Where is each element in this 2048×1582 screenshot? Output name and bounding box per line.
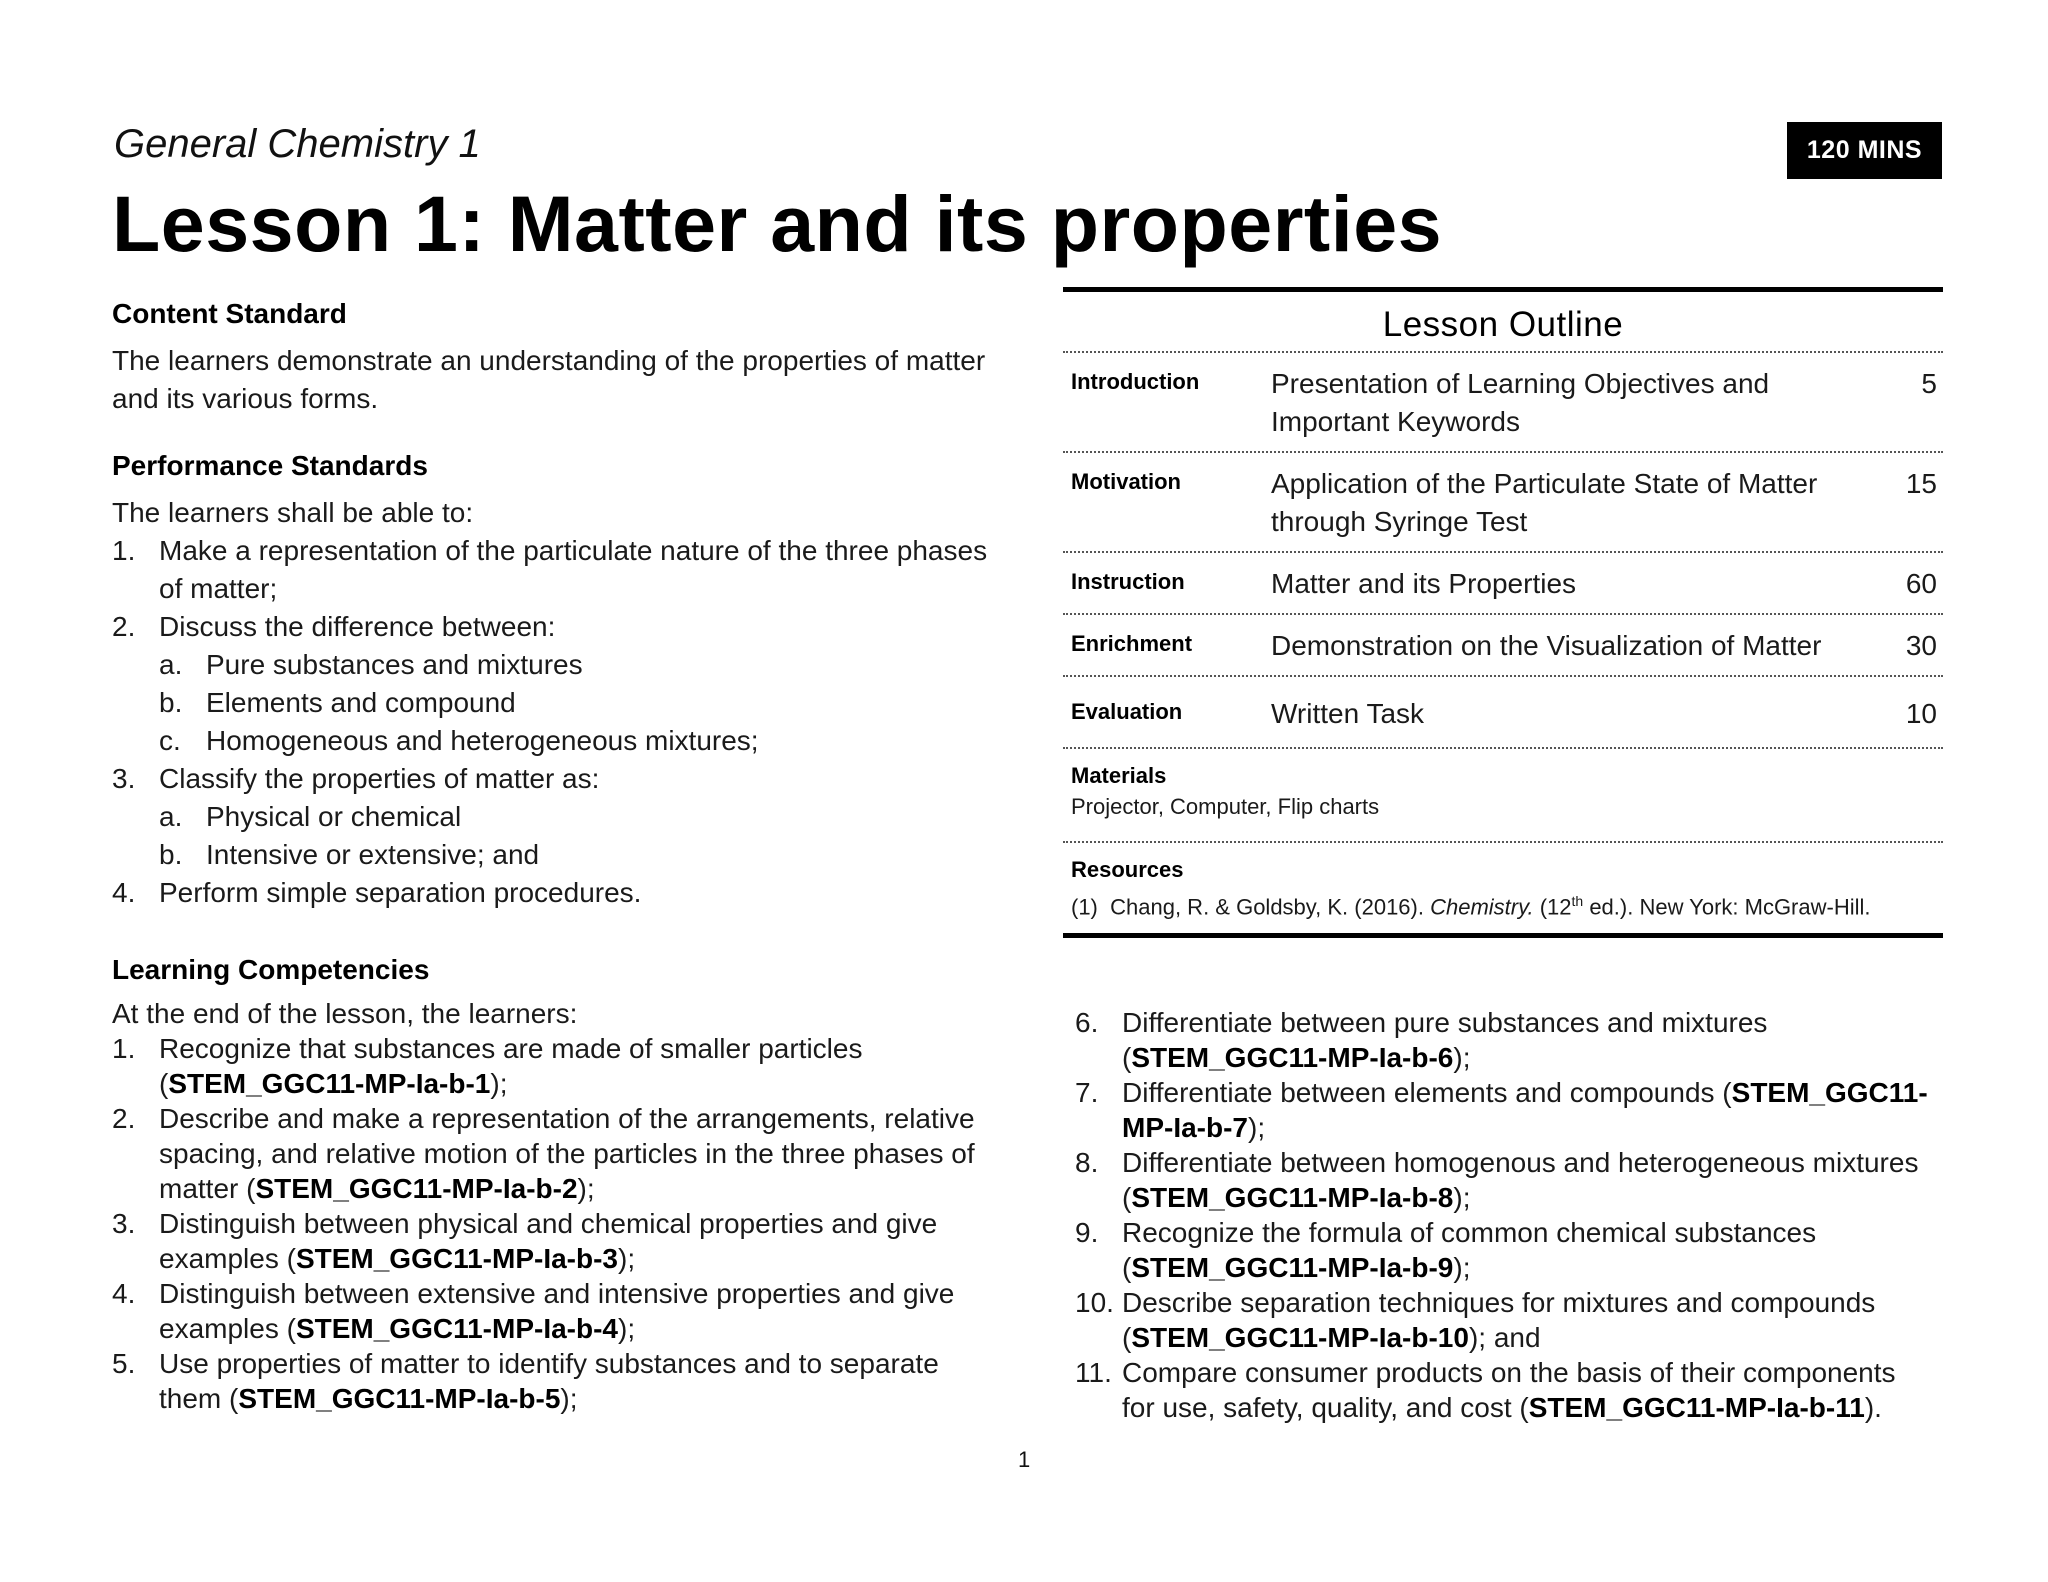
competency-item <box>112 1031 992 1101</box>
outline-row <box>1063 615 1943 675</box>
list-item-text: Physical or chemical <box>206 801 462 832</box>
competency-code: STEM_GGC11-MP-Ia-b-3 <box>295 1243 618 1274</box>
outline-phase: Motivation <box>1071 469 1181 494</box>
competency-text: Differentiate between pure substances and mixtures ( <box>1122 1007 1768 1073</box>
competency-code: STEM_GGC11-MP-Ia-b-11 <box>1528 1392 1865 1423</box>
learning-competencies-column <box>112 954 992 1416</box>
list-item-text: Intensive or extensive; and <box>206 839 540 870</box>
list-item <box>112 608 992 646</box>
outline-phase: Introduction <box>1071 369 1200 394</box>
list-item-text: Discuss the difference between: <box>159 611 556 642</box>
resource-authors: Chang, R. & Goldsby, K. (2016). <box>1110 894 1431 920</box>
list-item-text: Homogeneous and heterogeneous mixtures; <box>206 725 759 756</box>
outline-row <box>1063 453 1943 551</box>
competency-item <box>112 1276 992 1346</box>
sub-list-item <box>112 836 992 874</box>
list-number: 2. <box>112 1103 136 1134</box>
list-letter: a. <box>159 649 183 680</box>
competency-code: STEM_GGC11-MP-Ia-b-7 <box>1122 1077 1928 1143</box>
list-letter: b. <box>159 687 183 718</box>
competency-item <box>1075 1075 1935 1145</box>
page-number: 1 <box>1018 1447 1031 1472</box>
competency-tail: ); <box>490 1068 508 1099</box>
list-number: 7. <box>1075 1077 1099 1108</box>
resources-section <box>1063 843 1943 933</box>
outline-row <box>1063 553 1943 613</box>
lesson-outline-table <box>1063 287 1943 938</box>
resource-edition-suffix: th <box>1571 893 1584 909</box>
resource-book-title: Chemistry. <box>1430 894 1534 920</box>
lesson-outline-title: Lesson Outline <box>1382 305 1624 344</box>
materials-label: Materials <box>1071 763 1167 788</box>
list-letter: a. <box>159 801 183 832</box>
competency-text: Differentiate between elements and compounds ( <box>1122 1077 1732 1108</box>
competency-tail: ); <box>577 1173 595 1204</box>
outline-minutes: 15 <box>1905 468 1937 499</box>
list-number: 11. <box>1075 1357 1112 1388</box>
competency-list <box>1075 1005 1935 1425</box>
list-number: 5. <box>112 1348 136 1379</box>
competency-text: Describe and make a representation of the arrangements, relative spacing, and relative motion of the particles in the three phases of matter ( <box>159 1103 975 1204</box>
outline-activity: Presentation of Learning Objectives and Important Keywords <box>1271 368 1770 437</box>
competency-item <box>1075 1355 1935 1425</box>
competency-tail: ). <box>1864 1392 1882 1423</box>
competency-tail: ); and <box>1468 1322 1541 1353</box>
outline-activity: Written Task <box>1271 698 1425 729</box>
competency-text: Distinguish between extensive and intensive properties and give examples ( <box>159 1278 955 1344</box>
learning-competencies-heading: Learning Competencies <box>112 954 430 985</box>
competency-text: Use properties of matter to identify substances and to separate them ( <box>159 1348 939 1414</box>
list-number: 3. <box>112 763 136 794</box>
competency-tail: ); <box>618 1313 636 1344</box>
competency-tail: ); <box>618 1243 636 1274</box>
duration-badge: 120 MINS <box>1787 122 1942 179</box>
outline-row <box>1063 677 1943 747</box>
course-subject: General Chemistry 1 <box>114 122 481 166</box>
competency-code: STEM_GGC11-MP-Ia-b-1 <box>168 1068 491 1099</box>
sub-list-item <box>112 798 992 836</box>
list-number: 1. <box>112 535 136 566</box>
outline-activity: Matter and its Properties <box>1271 568 1577 599</box>
resource-publisher: ed.). New York: McGraw-Hill. <box>1583 894 1871 920</box>
competency-tail: ); <box>1248 1112 1266 1143</box>
competency-code: STEM_GGC11-MP-Ia-b-8 <box>1131 1182 1454 1213</box>
outline-row <box>1063 353 1943 451</box>
competency-item <box>112 1346 992 1416</box>
competency-list <box>112 1031 992 1416</box>
outline-minutes: 5 <box>1921 368 1937 399</box>
competency-code: STEM_GGC11-MP-Ia-b-10 <box>1131 1322 1469 1353</box>
page-title: Lesson 1: Matter and its properties <box>112 179 1443 268</box>
sub-list-item <box>112 722 992 760</box>
learning-competencies-continued <box>1075 1005 1935 1425</box>
performance-standards-heading: Performance Standards <box>112 450 428 481</box>
competency-item <box>1075 1285 1935 1355</box>
resources-label: Resources <box>1071 857 1184 882</box>
list-number: 4. <box>112 1278 136 1309</box>
competency-code: STEM_GGC11-MP-Ia-b-2 <box>255 1173 578 1204</box>
outline-minutes: 60 <box>1905 568 1937 599</box>
competency-item <box>112 1206 992 1276</box>
content-standard-text: The learners demonstrate an understanding of the properties of matter and its various forms. <box>112 345 986 414</box>
competency-item <box>1075 1215 1935 1285</box>
list-item-text: Classify the properties of matter as: <box>159 763 600 794</box>
competency-tail: ); <box>1453 1042 1471 1073</box>
competency-text: Describe separation techniques for mixtures and compounds ( <box>1122 1287 1876 1353</box>
list-number: 2. <box>112 611 136 642</box>
performance-standards-intro: The learners shall be able to: <box>112 497 474 528</box>
competency-item <box>1075 1145 1935 1215</box>
outline-phase: Instruction <box>1071 569 1185 594</box>
competency-tail: ); <box>1453 1252 1471 1283</box>
competency-code: STEM_GGC11-MP-Ia-b-6 <box>1131 1042 1454 1073</box>
materials-value: Projector, Computer, Flip charts <box>1071 794 1380 819</box>
competency-item <box>112 1101 992 1206</box>
competency-text: Differentiate between homogenous and heterogeneous mixtures ( <box>1122 1147 1919 1213</box>
list-number: 3. <box>112 1208 136 1239</box>
competency-text: Recognize the formula of common chemical substances ( <box>1122 1217 1817 1283</box>
competency-text: Distinguish between physical and chemical properties and give examples ( <box>159 1208 938 1274</box>
list-item-text: Pure substances and mixtures <box>206 649 583 680</box>
competency-text: Recognize that substances are made of smaller particles ( <box>159 1033 863 1099</box>
competency-code: STEM_GGC11-MP-Ia-b-5 <box>238 1383 561 1414</box>
competency-code: STEM_GGC11-MP-Ia-b-9 <box>1131 1252 1454 1283</box>
list-item <box>112 760 992 798</box>
list-number: 10. <box>1075 1287 1114 1318</box>
list-item-text: Make a representation of the particulate nature of the three phases of matter; <box>159 535 988 604</box>
competency-item <box>1075 1005 1935 1075</box>
list-number: 1. <box>112 1033 136 1064</box>
learning-competencies-intro: At the end of the lesson, the learners: <box>112 998 578 1029</box>
list-letter: b. <box>159 839 183 870</box>
resource-citation <box>1071 885 1935 923</box>
outline-minutes: 30 <box>1905 630 1937 661</box>
outline-phase: Evaluation <box>1071 699 1183 724</box>
sub-list-item <box>112 646 992 684</box>
list-letter: c. <box>159 725 181 756</box>
list-number: 6. <box>1075 1007 1099 1038</box>
content-standard-heading: Content Standard <box>112 298 347 329</box>
performance-standards-list <box>112 532 992 912</box>
list-item-text: Perform simple separation procedures. <box>159 877 642 908</box>
resource-edition: (12 <box>1533 894 1572 920</box>
list-number: 8. <box>1075 1147 1099 1178</box>
outline-phase: Enrichment <box>1071 631 1193 656</box>
resource-number: (1) <box>1071 894 1098 920</box>
list-number: 9. <box>1075 1217 1099 1248</box>
outline-bottom-rule <box>1063 933 1943 938</box>
outline-minutes: 10 <box>1905 698 1937 729</box>
outline-activity: Demonstration on the Visualization of Matter <box>1271 630 1822 661</box>
list-item <box>112 532 992 608</box>
list-item-text: Elements and compound <box>206 687 516 718</box>
list-item <box>112 874 992 912</box>
standards-column <box>112 298 992 912</box>
materials-section <box>1063 749 1943 841</box>
competency-code: STEM_GGC11-MP-Ia-b-4 <box>295 1313 618 1344</box>
competency-tail: ); <box>1453 1182 1471 1213</box>
competency-tail: ); <box>560 1383 578 1414</box>
outline-activity: Application of the Particulate State of Matter through Syringe Test <box>1271 468 1818 537</box>
competency-text: Compare consumer products on the basis of their components for use, safety, quality, and cost ( <box>1122 1357 1896 1423</box>
sub-list-item <box>112 684 992 722</box>
list-number: 4. <box>112 877 136 908</box>
